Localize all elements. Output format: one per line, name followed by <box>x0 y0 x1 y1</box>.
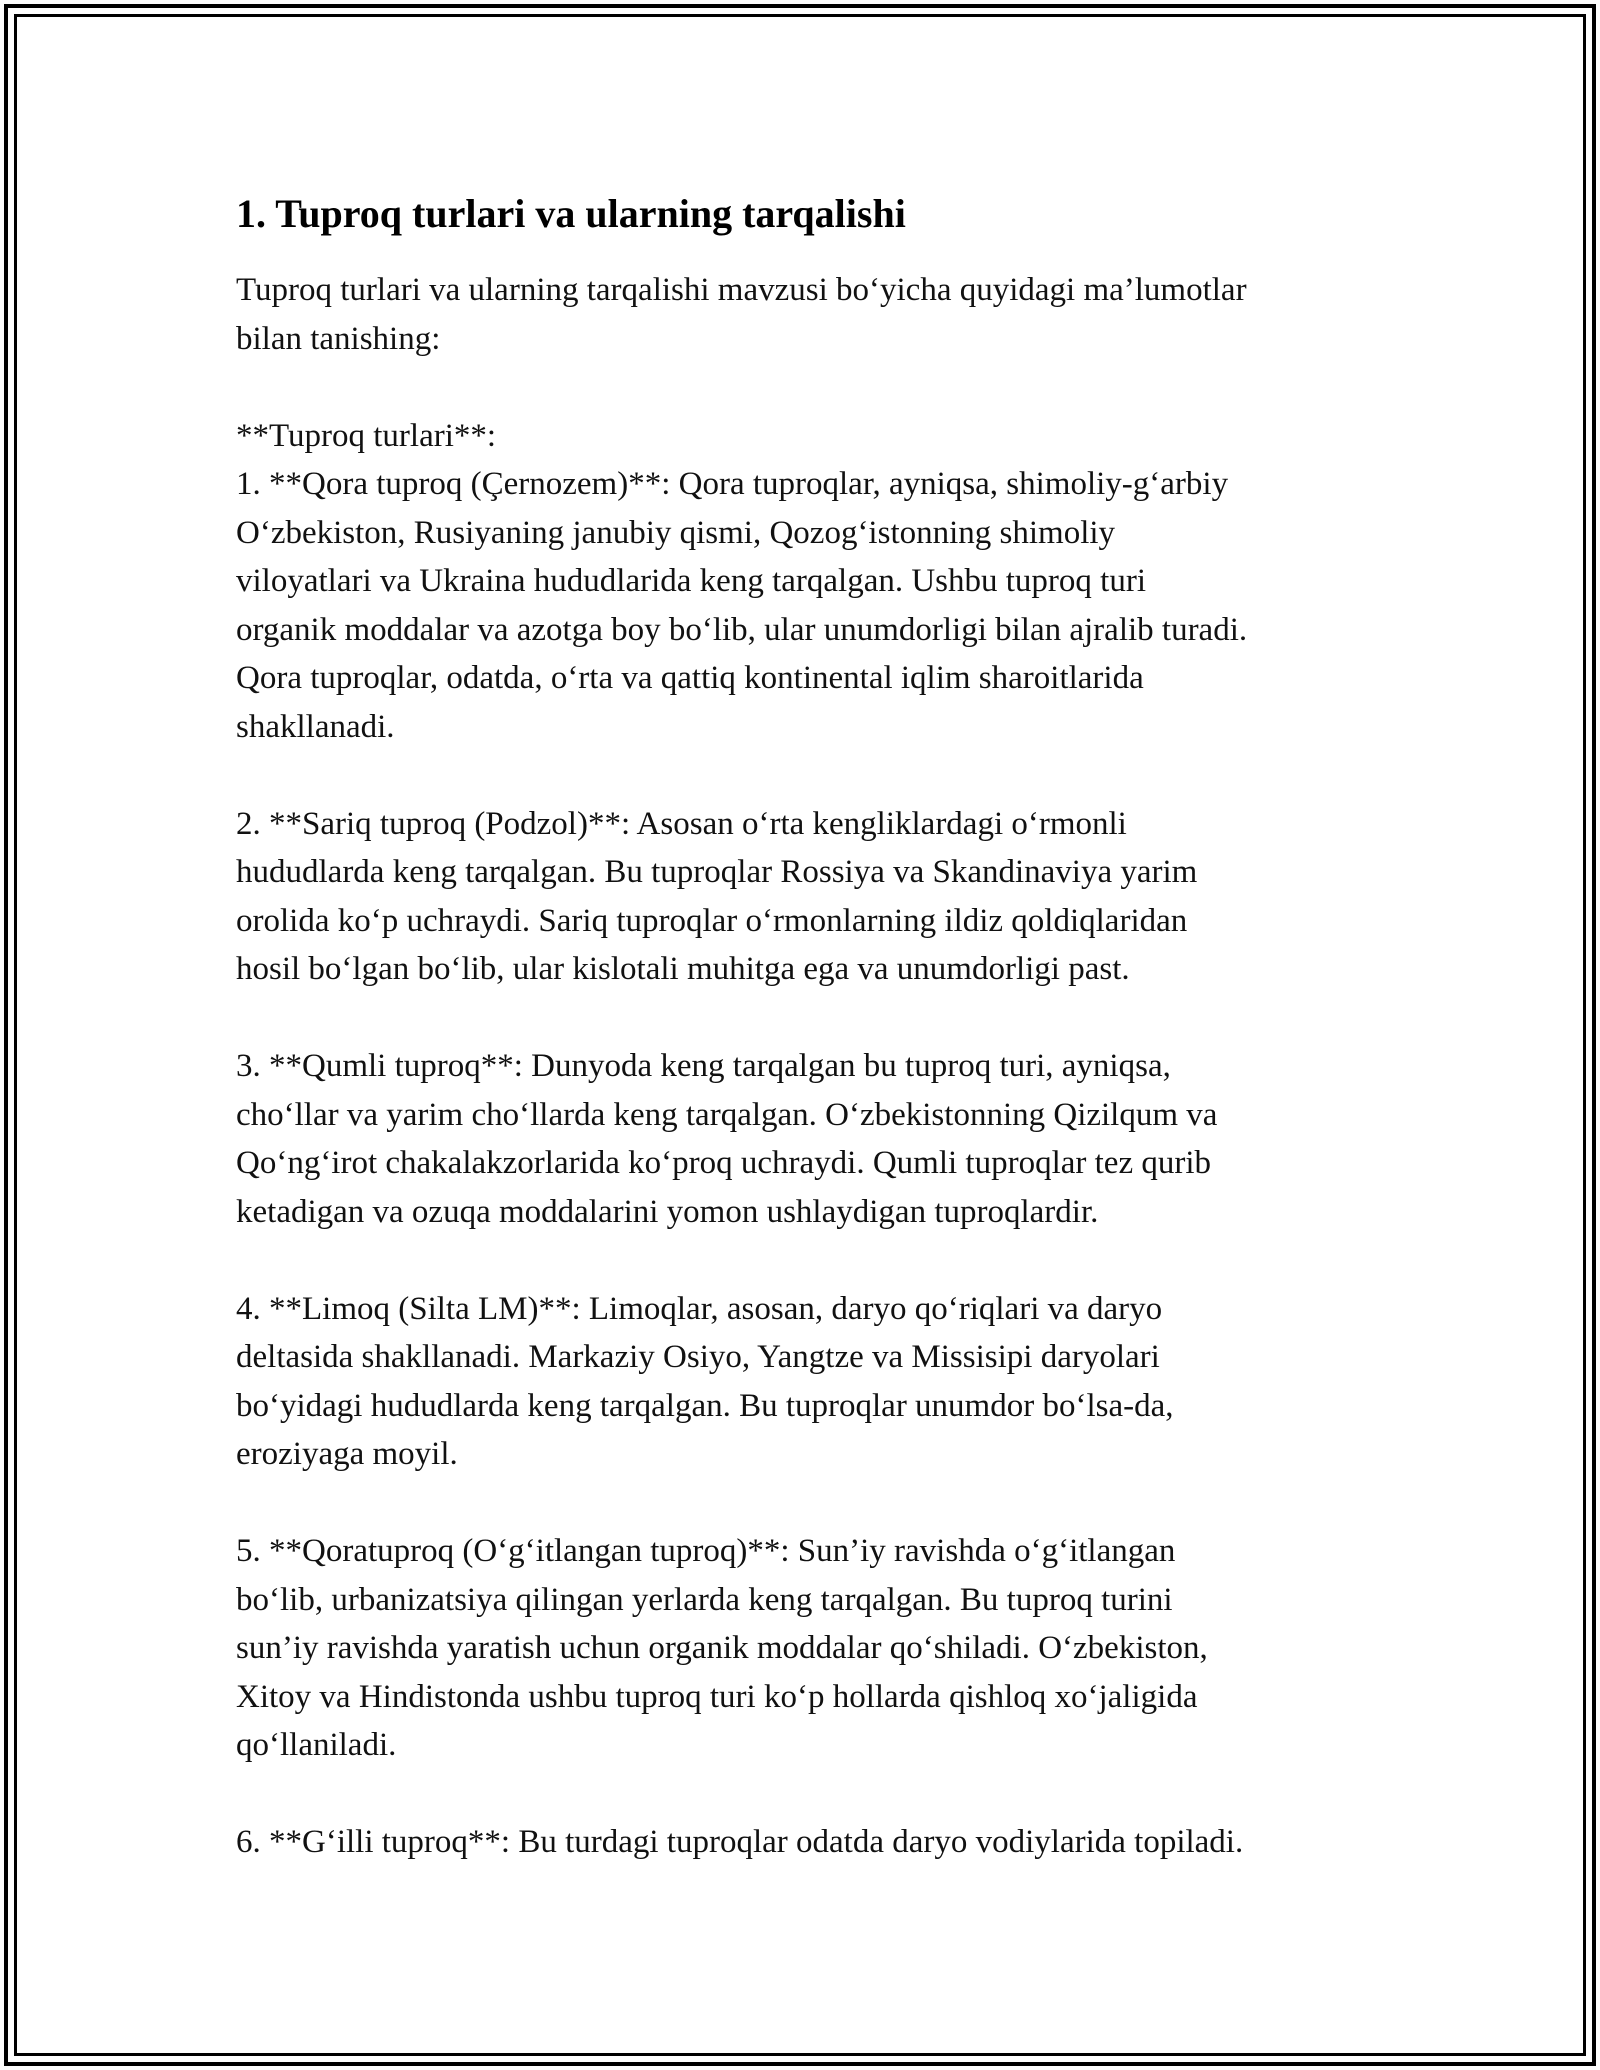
document-body <box>236 185 1386 1867</box>
paragraph-gap <box>236 1479 1386 1528</box>
list-item-sariq-tuproq: 2. **Sariq tuproq (Podzol)**: Asosan o‘rta kengliklardagi o‘rmonli hududlarda keng tarqalgan. Bu tuproqlar Rossiya va Skandinaviya yarim orolida ko‘p uchraydi. Sariq tuproqlar o‘rmonlarning ildiz qoldiqlaridan hosil bo‘lgan bo‘lib, ular kislotali muhitga ega va unumdorligi past. <box>236 805 1198 987</box>
paragraph-gap <box>236 1236 1386 1285</box>
document-title: 1. Tuproq turlari va ularning tarqalishi <box>236 191 906 236</box>
paragraph-gap <box>236 363 1386 412</box>
paragraph-gap <box>236 1770 1386 1819</box>
list-item-qora-tuproq: 1. **Qora tuproq (Çernozem)**: Qora tuproqlar, ayniqsa, shimoliy-g‘arbiy O‘zbekiston, Rusiyaning janubiy qismi, Qozog‘istonning shimoliy viloyatlari va Ukraina hududlarida keng tarqalgan. Ushbu tuproq turi organik moddalar va azotga boy bo‘lib, ular unumdorligi bilan ajralib turadi. Qora tuproqlar, odatda, o‘rta va qattiq kontinental iqlim sharoitlarida shakllanadi. <box>236 466 1248 745</box>
section-heading: **Tuproq turlari**: <box>236 417 497 454</box>
paragraph-gap <box>236 751 1386 800</box>
paragraph-gap <box>236 994 1386 1043</box>
list-item-qumli-tuproq: 3. **Qumli tuproq**: Dunyoda keng tarqalgan bu tuproq turi, ayniqsa, cho‘llar va yarim cho‘llarda keng tarqalgan. O‘zbekistonning Qizilqum va Qo‘ng‘irot chakalakzorlarida ko‘proq uchraydi. Qumli tuproqlar tez qurib ketadigan va ozuqa moddalarini yomon ushlaydigan tuproqlardir. <box>236 1048 1218 1230</box>
list-item-limoq: 4. **Limoq (Silta LM)**: Limoqlar, asosan, daryo qo‘riqlari va daryo deltasida shakllanadi. Markaziy Osiyo, Yangtze va Missisipi daryolari bo‘yidagi hududlarda keng tarqalgan. Bu tuproqlar unumdor bo‘lsa-da, eroziyaga moyil. <box>236 1290 1174 1472</box>
intro-paragraph: Tuproq turlari va ularning tarqalishi mavzusi bo‘yicha quyidagi ma’lumotlar bilan tanishing: <box>236 272 1247 357</box>
list-item-qoratuproq: 5. **Qoratuproq (O‘g‘itlangan tuproq)**: Sun’iy ravishda o‘g‘itlangan bo‘lib, urbanizatsiya qilingan yerlarda keng tarqalgan. Bu tuproq turini sun’iy ravishda yaratish uchun organik moddalar qo‘shiladi. O‘zbekiston, Xitoy va Hindistonda ushbu tuproq turi ko‘p hollarda qishloq xo‘jaligida qo‘llaniladi. <box>236 1533 1208 1763</box>
list-item-gilli-tuproq: 6. **G‘illi tuproq**: Bu turdagi tuproqlar odatda daryo vodiylarida topiladi. <box>236 1824 1244 1860</box>
